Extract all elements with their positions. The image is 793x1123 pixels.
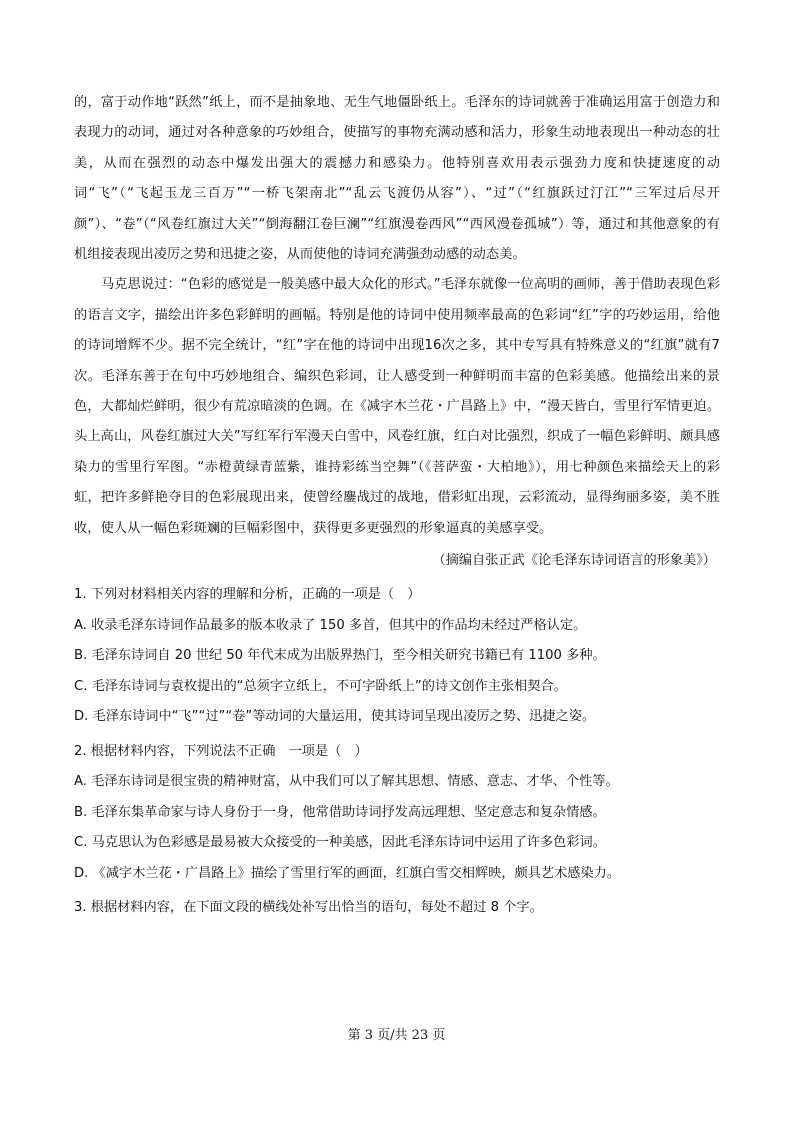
question-1-option-d: D. 毛泽东诗词中“飞”“过”“卷”等动词的大量运用，使其诗词呈现出凌厉之势、迅捷之姿。	[74, 709, 596, 725]
article-paragraph-2: 马克思说过：“色彩的感觉是一般美感中最大众化的形式。”毛泽东就像一位高明的画师，善于借助表现色彩的语言文字，描绘出许多色彩鲜明的画幅。特别是他的诗词中使用频率最高的色彩词“红”字的巧妙运用，给他的诗词增辉不少。据不完全统计，“红”字在他的诗词中出现16次之多，其中专写具有特殊意义的“红旗”就有7次。毛泽东善于在句中巧妙地组合、编织色彩词，让人感受到一种鲜明而丰富的色彩美感。他描绘出来的景色，大都灿烂鲜明，很少有荒凉暗淡的色调。在《减字木兰花・广昌路上》中，“漫天皆白，雪里行军情更迫。头上高山，风卷红旗过大关”写红军行军漫天白雪中，风卷红旗，红白对比强烈，织成了一幅色彩鲜明、颇具感染力的雪里行军图。“赤橙黄绿青蓝紫，谁持彩练当空舞”（《菩萨蛮・大柏地》），用七种颜色来描绘天上的彩虹，把许多鲜艳夺目的色彩展现出来，使曾经鏖战过的战地，借彩虹出现，云彩流动，显得绚丽多姿，美不胜收，使人从一幅色彩斑斓的巨幅彩图中，获得更多更强烈的形象逼真的美感享受。	[74, 277, 720, 536]
question-3-stem: 3. 根据材料内容，在下面文段的横线处补写出恰当的语句，每处不超过 8 个字。	[74, 900, 543, 916]
question-2-option-b: B. 毛泽东集革命家与诗人身份于一身，他常借助诗词抒发高远理想、坚定意志和复杂情感。	[74, 804, 606, 820]
question-2-stem: 2. 根据材料内容，下列说法不正确 一项是（ ）	[74, 743, 368, 759]
question-2-option-d: D. 《减字木兰花・广昌路上》描绘了雪里行军的画面，红旗白雪交相辉映，颇具艺术感染力。	[74, 865, 621, 881]
article-paragraph-1: 的，富于动作地“跃然”纸上，而不是抽象地、无生气地僵卧纸上。毛泽东的诗词就善于准确运用富于创造力和表现力的动词，通过对各种意象的巧妙组合，使描写的事物充满动感和活力，形象生动地表现出一种动态的壮美，从而在强烈的动态中爆发出强大的震撼力和感染力。他特别喜欢用表示强劲力度和快捷速度的动词“飞”（“飞起玉龙三百万”“一桥飞架南北”“乱云飞渡仍从容”）、“过”（“红旗跃过汀江”“三军过后尽开颜”）、“卷”（“风卷红旗过大关”“倒海翻江卷巨澜”“红旗漫卷西风”“西风漫卷孤城”）等，通过和其他意象的有机组接表现出凌厉之势和迅捷之姿，从而使他的诗词充满强劲动感的动态美。	[74, 95, 720, 263]
article-citation: （摘编自张正武《论毛泽东诗词语言的形象美》）	[432, 553, 716, 569]
question-1	[74, 580, 720, 733]
question-1-stem: 1. 下列对材料相关内容的理解和分析，正确的一项是（ ）	[74, 587, 421, 603]
question-3	[74, 893, 720, 924]
page-footer: 第 3 页/共 23 页	[347, 1028, 446, 1043]
page-content	[74, 88, 720, 924]
question-1-option-a: A. 收录毛泽东诗词作品最多的版本收录了 150 多首，但其中的作品均未经过严格认定。	[74, 617, 587, 633]
question-1-option-b: B. 毛泽东诗词自 20 世纪 50 年代末成为出版界热门，至今相关研究书籍已有 1100 多种。	[74, 648, 606, 664]
question-2	[74, 737, 720, 890]
question-1-option-c: C. 毛泽东诗词与袁枚提出的“总须字立纸上，不可字卧纸上”的诗文创作主张相契合。	[74, 678, 567, 694]
question-2-option-c: C. 马克思认为色彩感是最易被大众接受的一种美感，因此毛泽东诗词中运用了许多色彩词。	[74, 835, 606, 851]
question-2-option-a: A. 毛泽东诗词是很宝贵的精神财富，从中我们可以了解其思想、情感、意志、才华、个性等。	[74, 774, 619, 790]
